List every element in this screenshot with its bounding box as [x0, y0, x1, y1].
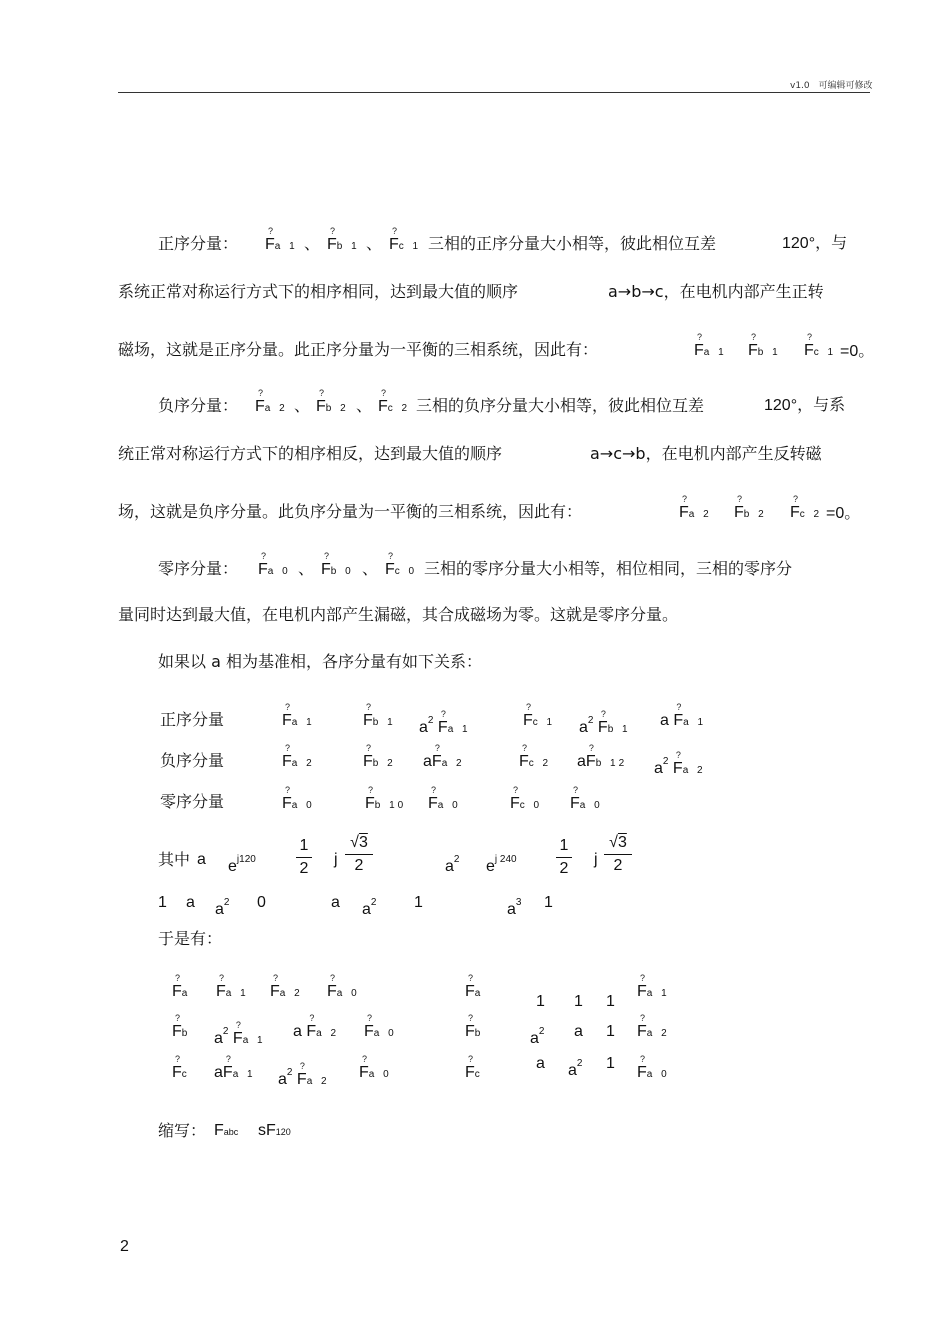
phasor-fc1: ? Fc 1: [389, 226, 422, 253]
pos-order: a→b→c，在电机内部产生正转: [608, 282, 824, 301]
frac-half: 1 2: [556, 837, 572, 878]
id-a: a: [331, 894, 340, 911]
phasor-fb2: ? Fb 2: [734, 494, 767, 521]
eq-fa2: ? Fa 2: [270, 973, 303, 1000]
mat-fc: ? Fc: [465, 1054, 483, 1081]
pos-eq: =0。: [840, 343, 875, 360]
pos-label: 正序分量：: [158, 234, 239, 253]
phasor-fa2: ? Fa 2: [255, 388, 288, 415]
eq-a2-fa2: $a^2$ ? Fa 2: [278, 1061, 330, 1088]
eq-fa0: ? Fa 0: [327, 973, 360, 1000]
a-squared: $a^2$: [445, 854, 460, 875]
phasor-fc1: ? Fc 1: [804, 332, 837, 359]
zero-text1: 三相的零序分量大小相等，相位相同，三相的零序分: [424, 559, 793, 578]
cell-fa1: ? Fa 1: [282, 702, 315, 729]
sep: 、: [356, 396, 373, 415]
row-label-negative: 负序分量: [160, 751, 225, 770]
m33: 1: [606, 1055, 615, 1072]
cell-fc1: ? Fc 1: [523, 702, 556, 729]
phasor-fb0: ? Fb 0: [321, 551, 354, 578]
eq-fa0: ? Fa 0: [364, 1013, 397, 1040]
cell-a2-fb1: $a^2$ ? Fb 1: [579, 709, 631, 736]
id-a2: $a^2$: [215, 897, 230, 918]
neg-order: a→c→b，在电机内部产生反转磁: [590, 444, 822, 463]
neg-angle: 120°，与系: [764, 397, 846, 414]
id-one: 1: [414, 894, 423, 911]
thus-label: 于是有：: [158, 929, 223, 948]
cell-fb1: ? Fb 1: [363, 702, 396, 729]
cell-fa0: ? Fa 0: [282, 785, 315, 812]
page-header: [790, 78, 873, 91]
frac-sqrt3-half: √3 2: [345, 834, 373, 875]
phasor-fb2: ? Fb 2: [316, 388, 349, 415]
phasor-fb1: ? Fb 1: [748, 332, 781, 359]
cell-a2-fa1: $a^2$ ? Fa 1: [419, 709, 471, 736]
pos-line3: 磁场，这就是正序分量。此正序分量为一平衡的三相系统，因此有：: [118, 340, 599, 359]
abbrev-label: 缩写：: [158, 1121, 207, 1140]
zero-line2: 量同时达到最大值，在电机内部产生漏磁，其合成磁场为零。这就是零序分量。: [118, 605, 679, 624]
pos-text1: 三相的正序分量大小相等，彼此相位互差: [428, 234, 717, 253]
cell-fb2: ? Fb 2: [363, 743, 396, 770]
phasor-fa0: ? Fa 0: [258, 551, 291, 578]
sep: 、: [294, 396, 311, 415]
m23: 1: [606, 1023, 615, 1040]
phasor-fa1: ? Fa 1: [694, 332, 727, 359]
row-label-zero: 零序分量: [160, 792, 225, 811]
frac-sqrt3-half: √3 2: [604, 834, 632, 875]
m21: $a^2$: [530, 1026, 545, 1047]
eq-a-fa1: a ? Fa 1: [214, 1054, 256, 1081]
header-rule: [118, 92, 870, 93]
cell-fa2: ? Fa 2: [282, 743, 315, 770]
neg-eq: =0。: [826, 505, 861, 522]
id-a2: $a^2$: [362, 897, 377, 918]
m32: $a^2$: [568, 1058, 583, 1079]
header-version: v1.0: [790, 81, 810, 91]
header-note: 可编辑可修改: [818, 81, 873, 91]
id-a3: $a^3$: [507, 897, 522, 918]
mat-fa: ? Fa: [465, 973, 484, 1000]
cell-a2-fa2: $a^2$ ? Fa 2: [654, 750, 706, 777]
abbrev-fabc: Fabc: [214, 1122, 239, 1139]
imag-j: j: [334, 851, 338, 868]
cell-fa0: ? Fa 0: [428, 785, 461, 812]
frac-half: 1 2: [296, 837, 312, 878]
cell-a-fa2: a ? Fa 2: [423, 743, 465, 770]
m13: 1: [606, 993, 615, 1010]
pos-angle: 120°，与: [782, 235, 848, 252]
id-one: 1: [158, 894, 167, 911]
exp-e: $e^{j120}$: [228, 854, 256, 875]
eq-fb: ? Fb: [172, 1013, 191, 1040]
cell-a-fb12: a ? Fb 12: [577, 743, 628, 770]
m31: a: [536, 1055, 545, 1072]
sep: 、: [304, 234, 321, 253]
cell-fb10: ? Fb 10: [365, 785, 407, 812]
neg-label: 负序分量：: [158, 396, 239, 415]
eq-fa: ? Fa: [172, 973, 191, 1000]
eq-fa0: ? Fa 0: [359, 1054, 392, 1081]
neg-text1: 三相的负序分量大小相等，彼此相位互差: [416, 396, 705, 415]
phasor-fc2: ? Fc 2: [790, 494, 823, 521]
id-zero: 0: [257, 894, 266, 911]
m12: 1: [574, 993, 583, 1010]
id-a: a: [186, 894, 195, 911]
id-one: 1: [544, 894, 553, 911]
phasor-fc0: ? Fc 0: [385, 551, 418, 578]
mat-fb: ? Fb: [465, 1013, 484, 1040]
phasor-fc2: ? Fc 2: [378, 388, 411, 415]
exp-e-240: $e^{j 240}$: [486, 854, 517, 875]
mat-fa2: ? Fa 2: [637, 1013, 670, 1040]
eq-fc: ? Fc: [172, 1054, 190, 1081]
phasor-fa1: ? Fa 1: [265, 226, 298, 253]
row-label-positive: 正序分量: [160, 710, 225, 729]
imag-j: j: [594, 851, 598, 868]
sep: 、: [362, 559, 379, 578]
phasor-fb1: ? Fb 1: [327, 226, 360, 253]
basis-text: 如果以 a 相为基准相，各序分量有如下关系：: [158, 652, 482, 671]
eq-fa1: ? Fa 1: [216, 973, 249, 1000]
m11: 1: [536, 993, 545, 1010]
mat-fa0: ? Fa 0: [637, 1054, 670, 1081]
neg-line2: 统正常对称运行方式下的相序相反，达到最大值的顺序: [118, 444, 503, 463]
pos-line2: 系统正常对称运行方式下的相序相同，达到最大值的顺序: [118, 282, 519, 301]
sep: 、: [298, 559, 315, 578]
page-number: 2: [120, 1238, 129, 1255]
cell-fa0: ? Fa 0: [570, 785, 603, 812]
eq-a2-fa1: $a^2$ ? Fa 1: [214, 1020, 266, 1047]
eq-a-fa2: a ? Fa 2: [293, 1013, 340, 1040]
cell-fc0: ? Fc 0: [510, 785, 543, 812]
neg-line3: 场，这就是负序分量。此负序分量为一平衡的三相系统，因此有：: [118, 502, 583, 521]
where-label: 其中: [158, 850, 191, 869]
zero-label: 零序分量：: [158, 559, 239, 578]
var-a: a: [197, 851, 206, 868]
m22: a: [574, 1023, 583, 1040]
abbrev-sf120: sF120: [258, 1122, 291, 1139]
sep: 、: [366, 234, 383, 253]
phasor-fa2: ? Fa 2: [679, 494, 712, 521]
mat-fa1: ? Fa 1: [637, 973, 670, 1000]
cell-fc2: ? Fc 2: [519, 743, 552, 770]
cell-a-fa1: a ? Fa 1: [660, 702, 707, 729]
